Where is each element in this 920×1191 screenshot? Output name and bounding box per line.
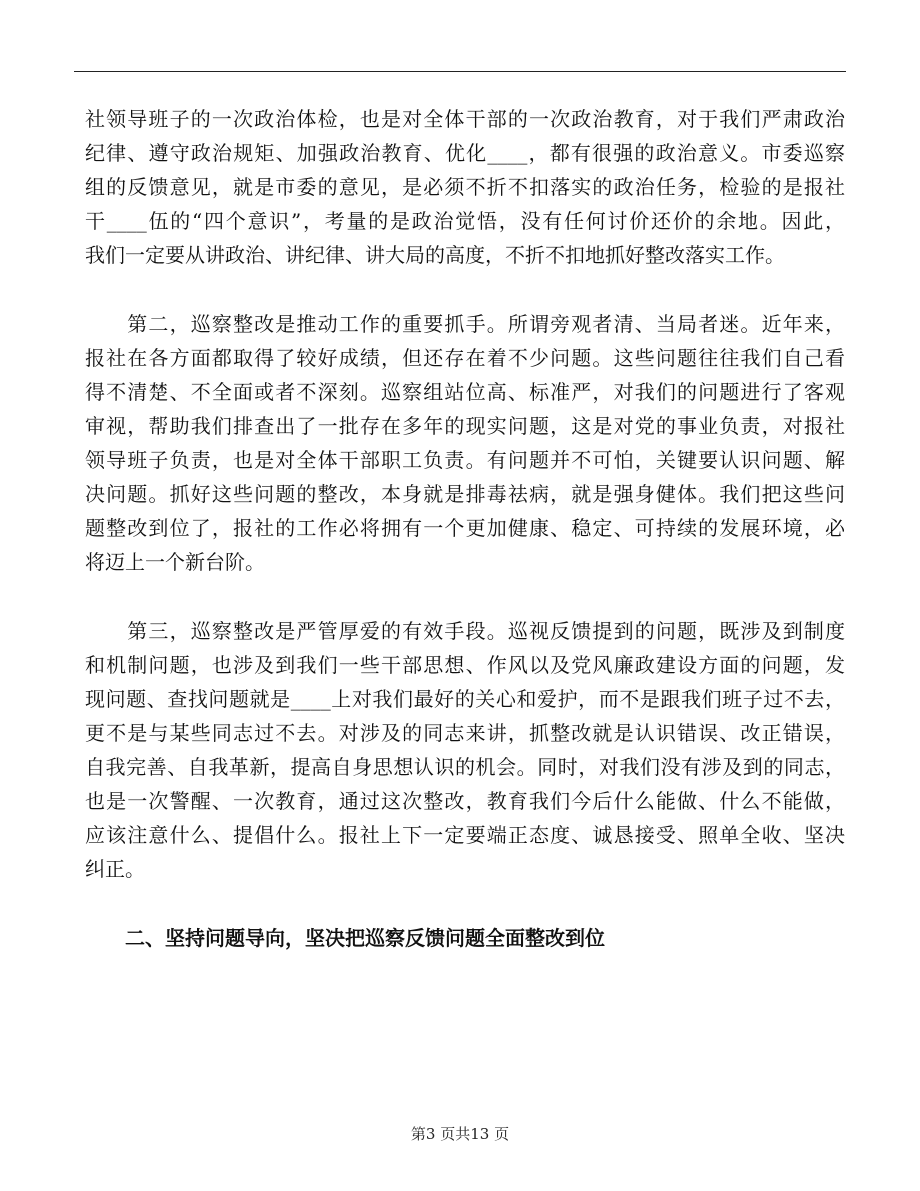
paragraph-gap <box>85 272 845 307</box>
text-line: 和机制问题，也涉及到我们一些干部思想、作风以及党风廉政建设方面的问题，发 <box>85 653 845 677</box>
paragraph <box>85 614 845 886</box>
text-line: 题整改到位了，报社的工作必将拥有一个更加健康、稳定、可持续的发展环境，必 <box>85 516 845 540</box>
paragraph-gap <box>85 579 845 614</box>
header-rule <box>74 71 846 72</box>
text-line: 决问题。抓好这些问题的整改，本身就是排毒祛病，就是强身健体。我们把这些问 <box>85 482 845 506</box>
text-line: 社领导班子的一次政治体检，也是对全体干部的一次政治教育，对于我们严肃政治 <box>85 107 845 131</box>
document-body <box>85 102 845 955</box>
text-line: 第三，巡察整改是严管厚爱的有效手段。巡视反馈提到的问题，既涉及到制度 <box>85 619 845 643</box>
text-line: 我们一定要从讲政治、讲纪律、讲大局的高度，不折不扣地抓好整改落实工作。 <box>85 243 785 267</box>
text-line: 组的反馈意见，就是市委的意见，是必须不折不扣落实的政治任务，检验的是报社 <box>85 175 845 199</box>
text-line: 也是一次警醒、一次教育，通过这次整改，教育我们今后什么能做、什么不能做， <box>85 789 845 813</box>
page-number: 第3 页共13 页 <box>410 1125 510 1143</box>
text-line: 现问题、查找问题就是____上对我们最好的关心和爱护，而不是跟我们班子过不去， <box>85 687 845 711</box>
text-line: 纠正。 <box>85 857 145 881</box>
section-heading: 二、坚持问题导向，坚决把巡察反馈问题全面整改到位 <box>85 926 605 950</box>
text-line: 得不清楚、不全面或者不深刻。巡察组站位高、标准严，对我们的问题进行了客观 <box>85 380 845 404</box>
text-line: 领导班子负责，也是对全体干部职工负责。有问题并不可怕，关键要认识问题、解 <box>85 448 845 472</box>
paragraph <box>85 102 845 272</box>
text-line: 自我完善、自我革新，提高自身思想认识的机会。同时，对我们没有涉及到的同志， <box>85 755 845 779</box>
text-line: 将迈上一个新台阶。 <box>85 550 265 574</box>
text-line: 更不是与某些同志过不去。对涉及的同志来讲，抓整改就是认识错误、改正错误， <box>85 721 845 745</box>
text-line: 第二，巡察整改是推动工作的重要抓手。所谓旁观者清、当局者迷。近年来， <box>85 312 845 336</box>
text-line: 审视，帮助我们排查出了一批存在多年的现实问题，这是对党的事业负责，对报社 <box>85 414 845 438</box>
text-line: 报社在各方面都取得了较好成绩，但还存在着不少问题。这些问题往往我们自己看 <box>85 346 845 370</box>
paragraph <box>85 307 845 579</box>
text-line: 应该注意什么、提倡什么。报社上下一定要端正态度、诚恳接受、照单全收、坚决 <box>85 823 845 847</box>
text-line: 纪律、遵守政治规矩、加强政治教育、优化____，都有很强的政治意义。市委巡察 <box>85 141 845 165</box>
text-line: 干____伍的“四个意识”，考量的是政治觉悟，没有任何讨价还价的余地。因此， <box>85 209 845 233</box>
paragraph-gap <box>85 886 845 921</box>
